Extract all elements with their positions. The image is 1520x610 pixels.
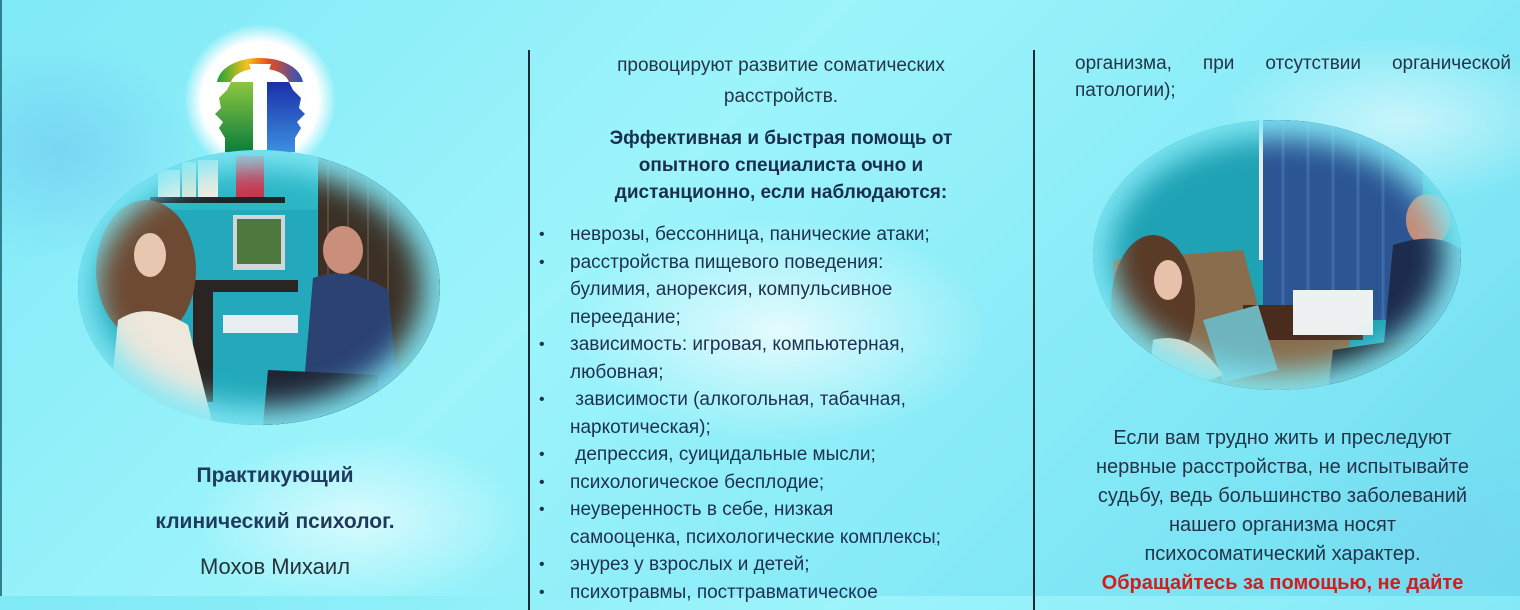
list-item — [540, 469, 1022, 497]
word: органической — [1391, 53, 1511, 74]
consultation-office-photo — [78, 150, 440, 425]
bullet-icon: • — [539, 583, 545, 601]
list-item — [540, 331, 1022, 386]
column-divider-1 — [528, 50, 530, 610]
list-item — [540, 579, 1022, 607]
heading-line-3: дистанционно, если наблюдаются: — [614, 182, 948, 203]
list-item-text: наркотическая); — [570, 416, 711, 438]
list-item-text: расстройства пищевого поведения: — [570, 251, 884, 273]
closing-line-4: нашего организма носят — [1168, 514, 1397, 536]
symptom-list — [540, 221, 1022, 606]
list-item-text: переедание; — [570, 306, 681, 328]
list-item — [540, 249, 1022, 332]
list-item — [540, 441, 1022, 469]
intro-text — [540, 50, 1022, 112]
bullet-icon: • — [539, 226, 545, 243]
list-item-text: неуверенность в себе, низкая — [570, 499, 834, 520]
continued-line-1 — [1075, 50, 1511, 77]
continued-text — [1075, 50, 1511, 104]
closing-line-1: Если вам трудно жить и преследуют — [1113, 427, 1452, 449]
list-item — [540, 221, 1022, 249]
closing-message — [1045, 424, 1520, 598]
psychologist-title — [90, 462, 460, 580]
services-heading — [540, 125, 1022, 206]
bullet-icon: • — [539, 253, 545, 271]
list-item — [540, 496, 1022, 551]
list-item-text: самооценка, психологические комплексы — [570, 526, 936, 548]
word: при — [1202, 53, 1235, 74]
heading-line-2: опытного специалиста очно и — [638, 155, 924, 176]
list-item-text: булимия, анорексия, компульсивное — [570, 279, 893, 300]
bullet-icon: • — [539, 556, 545, 573]
list-item-text: любовная; — [570, 361, 664, 383]
bullet-icon: • — [539, 391, 545, 408]
heading-line-1: Эффективная и быстрая помощь от — [609, 128, 953, 149]
psychologist-name: Мохов Михаил — [199, 554, 351, 579]
intro-line-1: провоцируют развитие соматических — [617, 55, 945, 76]
bullet-icon: • — [539, 501, 545, 518]
word: отсутствии — [1265, 53, 1362, 74]
bullet-icon: • — [539, 446, 545, 463]
closing-line-5: психосоматический характер. — [1144, 543, 1421, 565]
list-item-text: психологическое бесплодие; — [570, 471, 825, 493]
bullet-icon: • — [539, 473, 545, 491]
closing-line-2: нервные расстройства, не испытывайте — [1095, 456, 1470, 478]
column-divider-2 — [1033, 50, 1035, 610]
list-item-text: зависимости (алкогольная, табачная, — [570, 389, 906, 410]
list-item-text: депрессия, суицидальные мысли; — [570, 444, 876, 465]
call-to-action: Обращайтесь за помощью, не дайте — [1101, 572, 1464, 594]
intro-line-2: расстройств. — [723, 86, 839, 107]
list-item-text: энурез у взрослых и детей; — [570, 554, 810, 575]
title-line-2: клинический психолог. — [155, 510, 395, 533]
list-item-text: зависимость: игровая, компьютерная, — [570, 334, 905, 355]
list-item-punct: ; — [935, 526, 941, 548]
bullet-icon: • — [539, 336, 545, 353]
word: организма, — [1075, 53, 1172, 74]
services-column — [540, 50, 1022, 606]
list-item — [540, 551, 1022, 579]
title-line-1: Практикующий — [196, 464, 354, 487]
page-edge — [0, 0, 2, 596]
closing-line-3: судьбу, ведь большинство заболеваний — [1097, 485, 1468, 507]
therapy-session-photo — [1093, 120, 1461, 390]
continued-line-2: патологии); — [1075, 80, 1176, 101]
list-item-text: психотравмы, посттравматическое — [570, 581, 878, 603]
list-item-text: неврозы, бессонница, панические атаки; — [570, 224, 930, 245]
list-item — [540, 386, 1022, 441]
